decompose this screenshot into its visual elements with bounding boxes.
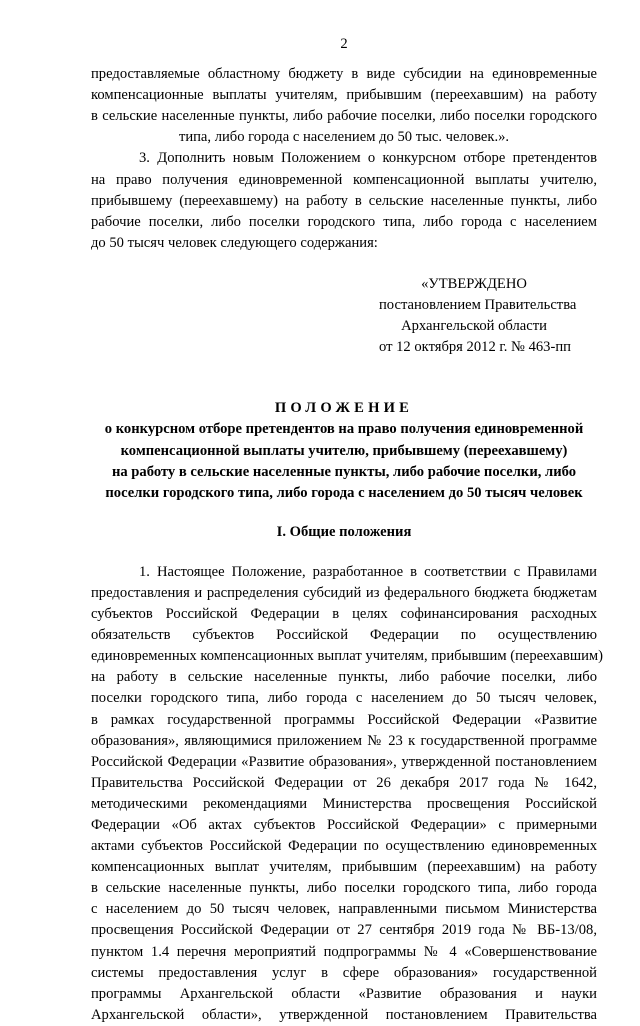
text-line: рабочие поселки, либо поселки городского типа, либо города с населением [91, 213, 597, 230]
text-line: 3. Дополнить новым Положением о конкурсном отборе претендентов [139, 150, 597, 167]
text-line: Федерации «Об актах субъектов Российской Федерации» с примерными [91, 817, 597, 833]
approval-stamp-block [379, 274, 577, 358]
text-line: субъектов Российской Федерации в целях софинансирования расходных [91, 606, 597, 623]
text-line: программы Архангельской области «Развитие образования и науки [91, 985, 597, 1002]
approved-region: Архангельской области [401, 318, 547, 335]
paragraph-1 [91, 562, 604, 1026]
text-line: системы предоставления услуг в сфере образования» государственной [91, 964, 597, 981]
text-line: единовременных компенсационных выплат учителям, прибывшим (переехавшим) [91, 648, 604, 665]
text-line: Правительства Российской Федерации от 26 декабря 2017 года № 1642, [91, 774, 597, 791]
text-line: образования», являющимися приложением № 23 к государственной программе [91, 732, 597, 749]
text-line: типа, либо города с населением до 50 тыс. человек.». [178, 129, 510, 146]
text-line: 1. Настоящее Положение, разработанное в соответствии с Правилами [139, 563, 597, 580]
text-line: в сельские населенные пункты, либо поселки городского типа, либо города [91, 880, 597, 897]
text-line: на право получения единовременной компенсационной выплаты учителю, [91, 171, 597, 188]
title-main: ПОЛОЖЕНИЕ [274, 400, 414, 417]
approved-label: «УТВЕРЖДЕНО [421, 275, 527, 292]
approved-date: от 12 октября 2012 г. № 463-пп [379, 339, 571, 356]
page-number: 2 [340, 36, 348, 52]
text-line: компенсационные выплаты учителям, прибывшим (переехавшим) на работу [91, 87, 597, 104]
text-line: просвещения Российской Федерации от 27 сентября 2019 года № ВБ-13/08, [91, 922, 597, 939]
intro-paragraph [91, 64, 597, 148]
text-line: до 50 тысяч человек следующего содержания: [91, 234, 378, 251]
text-line: в рамках государственной программы Российской Федерации «Развитие [91, 711, 597, 728]
text-line: предоставления и распределения субсидий из федерального бюджета бюджетам [91, 584, 597, 601]
text-line: обязательств субъектов Российской Федерации по осуществлению [91, 627, 597, 644]
title-line: компенсационной выплаты учителю, прибывшему (переехавшему) [120, 442, 568, 459]
text-line: Архангельской области», утвержденной постановлением Правительства [91, 1006, 597, 1023]
text-line: с населением до 50 тысяч человек, направленными письмом Министерства [91, 901, 597, 918]
title-line: поселки городского типа, либо города с населением до 50 тысяч человек [105, 484, 583, 501]
text-line: актами субъектов Российской Федерации по осуществлению единовременных [91, 838, 597, 855]
title-line: на работу в сельские населенные пункты, либо рабочие поселки, либо [111, 463, 577, 480]
item-3-paragraph [91, 148, 597, 253]
title-line: о конкурсном отборе претендентов на право получения единовременной [104, 421, 584, 438]
text-line: компенсационных выплат учителям, прибывшим (переехавшим) на работу [91, 859, 597, 876]
text-line: поселки городского типа, либо города с населением до 50 тысяч человек, [91, 690, 597, 707]
text-line: предоставляемые областному бюджету в виде субсидии на единовременные [91, 66, 597, 83]
document-page [91, 34, 604, 1026]
text-line: Российской Федерации «Развитие образования», утвержденной постановлением [91, 753, 597, 770]
text-line: пунктом 1.4 перечня мероприятий подпрограммы № 4 «Совершенствование [91, 943, 597, 960]
section-heading: I. Общие положения [276, 523, 412, 540]
text-line: в сельские населенные пункты, либо рабочие поселки, либо поселки городского [91, 108, 597, 125]
text-line: на работу в сельские населенные пункты, либо рабочие поселки, либо [91, 669, 597, 686]
approved-by: постановлением Правительства [379, 297, 577, 314]
text-line: прибывшему (переехавшему) на работу в сельские населенные пункты, либо [91, 192, 597, 209]
document-title [91, 398, 597, 503]
text-line: методическими рекомендациями Министерства просвещения Российской [91, 795, 597, 812]
